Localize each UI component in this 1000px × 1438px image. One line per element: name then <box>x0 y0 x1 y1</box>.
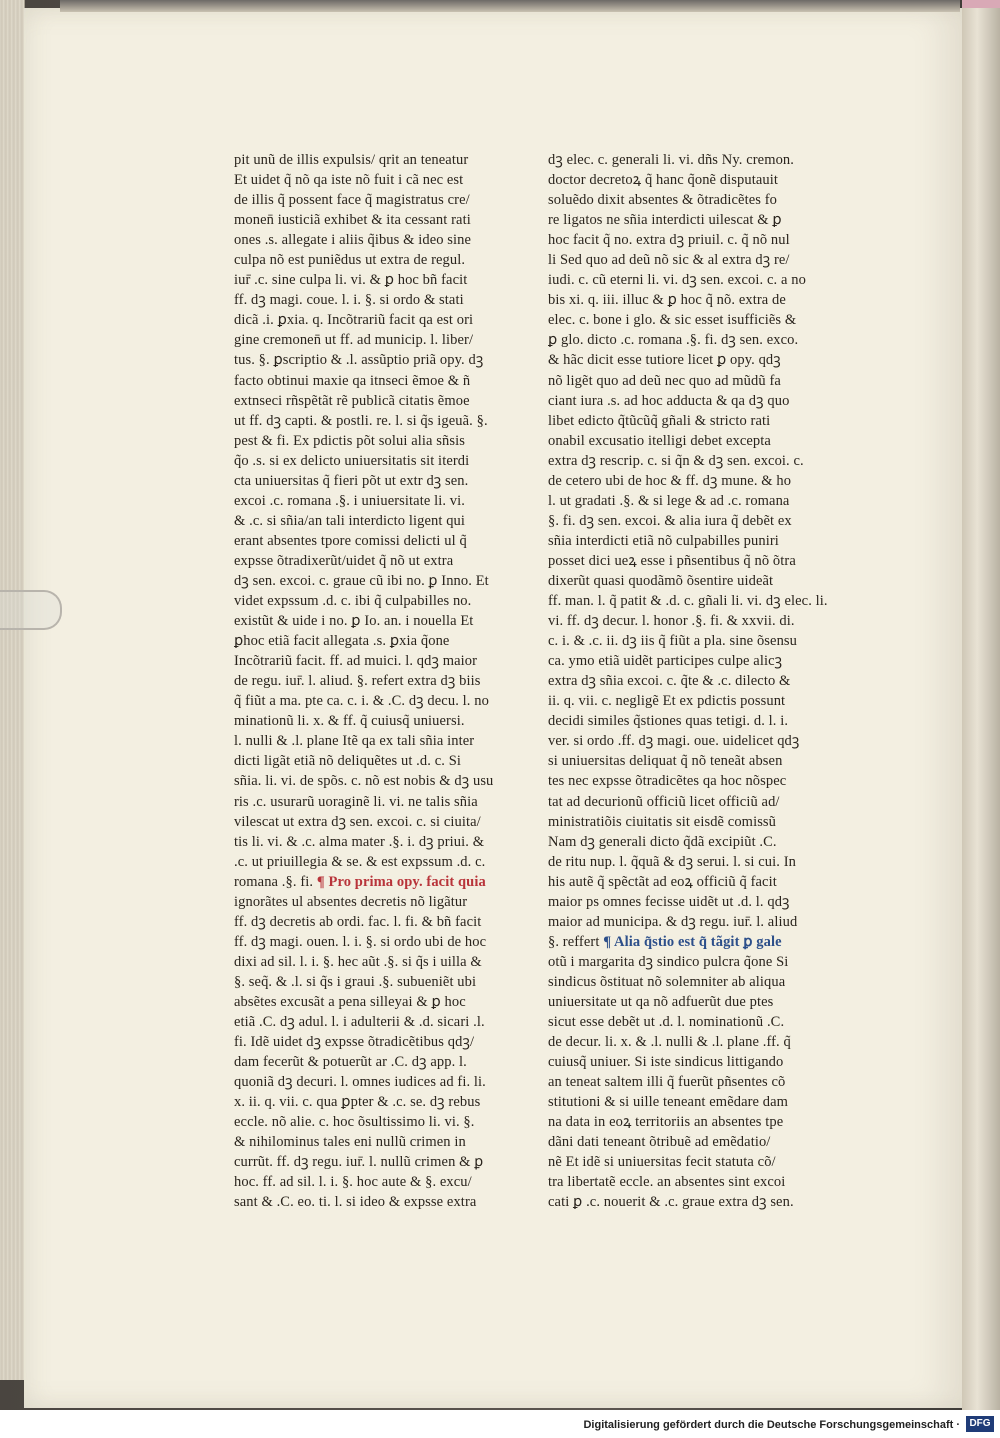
text-line-content: ff. dꝫ decretis ab ordi. fac. l. fi. & bñ facit <box>234 913 482 930</box>
text-line-content: §. seq̃. & .l. si q̃s i graui .§. subueniẽt ubi <box>234 973 477 990</box>
text-line-content: an teneat saltem illi q̃ fuerũt pñsentes cõ <box>548 1074 786 1091</box>
text-line-content: gine cremonen̄ ut ff. ad municip. l. liber/ <box>234 332 474 349</box>
text-line-content: c. i. & .c. ii. dꝫ iis q̃ fiũt a pla. sine õsensu <box>548 633 798 650</box>
text-line <box>234 731 524 751</box>
text-line <box>234 511 524 531</box>
text-line <box>548 451 830 471</box>
text-line <box>548 471 830 491</box>
text-line-content: dãni dati teneant õtribuẽ ad emẽdatio/ <box>548 1134 771 1151</box>
text-line <box>548 1132 830 1152</box>
text-line-content: posset dici ueꝝ esse i pñsentibus q̃ nõ õtra <box>548 552 796 569</box>
text-line-content: l. ut gradati .§. & si lege & ad .c. romana <box>548 492 790 509</box>
text-line-content: culpa nõ est puniẽdus ut extra de regul. <box>234 252 466 269</box>
text-line-content: ut ff. dꝫ capti. & postli. re. l. si q̃s igeuã. §. <box>234 412 488 429</box>
text-line <box>234 330 524 350</box>
text-line <box>234 992 524 1012</box>
text-line-content: extra dꝫ rescrip. c. si q̃n & dꝫ sen. excoi. c. <box>548 452 804 469</box>
text-line <box>234 1012 524 1032</box>
text-line-content: pest & fi. Ex pdictis põt solui alia sñsis <box>234 432 465 449</box>
text-line <box>548 872 830 892</box>
text-line <box>548 792 830 812</box>
text-line-content: de ritu nup. l. q̃quã & dꝫ serui. l. si cui. In <box>548 853 797 870</box>
text-line-content: dixerũt quasi quodãmõ õsentire uideãt <box>548 572 774 589</box>
text-line <box>548 611 830 631</box>
text-line <box>234 1172 524 1192</box>
text-line <box>234 832 524 852</box>
text-line-content: .c. ut priuillegia & se. & est expssum .d. c. <box>234 853 486 870</box>
footer-bar <box>0 1410 1000 1438</box>
text-line-content: dixi ad sil. l. i. §. hec aũt .§. si q̃s i uilla & <box>234 953 482 970</box>
text-line <box>234 952 524 972</box>
text-line <box>548 290 830 310</box>
text-line <box>234 190 524 210</box>
text-line <box>234 792 524 812</box>
text-line <box>548 671 830 691</box>
text-line <box>548 1192 830 1212</box>
dfg-logo: DFG <box>966 1416 994 1432</box>
text-line <box>548 832 830 852</box>
text-line <box>548 812 830 832</box>
text-line-content: Nam dꝫ generali dicto q̃dã excipiũt .C. <box>548 833 777 850</box>
text-line-content: vilescat ut extra dꝫ sen. excoi. c. si ciuita/ <box>234 813 481 830</box>
text-line <box>548 210 830 230</box>
text-line <box>234 210 524 230</box>
text-line <box>548 250 830 270</box>
text-line <box>234 1052 524 1072</box>
text-line-content: §. fi. dꝫ sen. excoi. & alia iura q̃ debẽt ex <box>548 512 792 529</box>
text-line-content: sñia. li. vi. de spõs. c. nõ est nobis & dꝫ usu <box>234 773 494 790</box>
text-line <box>234 1132 524 1152</box>
text-line-content: tus. §. ꝑscriptio & .l. assũptio priã opy. dꝫ <box>234 352 484 369</box>
text-line <box>234 371 524 391</box>
text-line <box>234 250 524 270</box>
text-line <box>234 1152 524 1172</box>
text-line-content: excoi .c. romana .§. i uniuersitate li. vi. <box>234 492 465 509</box>
text-line <box>234 431 524 451</box>
text-line-content: vi. ff. dꝫ decur. l. honor .§. fi. & xxvii. di. <box>548 613 795 630</box>
text-line-content: cta uniuersitas q̃ fieri põt ut extr dꝫ sen. <box>234 472 469 489</box>
text-line-content: ignorãtes ul absentes decretis nõ ligãtur <box>234 893 468 910</box>
text-line-content: bis xi. q. iii. illuc & ꝑ hoc q̃ nõ. extra de <box>548 292 786 309</box>
text-line <box>548 731 830 751</box>
text-line <box>234 671 524 691</box>
right-text-column <box>548 150 830 1212</box>
text-line <box>234 531 524 551</box>
text-line-content: re ligatos ne sñia interdicti uilescat & ꝑ <box>548 212 782 229</box>
text-line-content: uniuersitate ut qa nõ adfuerũt due ptes <box>548 993 774 1010</box>
text-line <box>548 1072 830 1092</box>
text-line-content: dicã .i. ꝑxia. q. Incõtrariũ facit qa est ori <box>234 312 474 329</box>
text-line-content: dꝫ elec. c. generali li. vi. dñs Ny. cremon. <box>548 152 795 168</box>
text-line-content: & nihilominus tales eni nullũ crimen in <box>234 1134 466 1151</box>
text-line <box>234 270 524 290</box>
text-line-content: si uniuersitas deliquat q̃ nõ teneãt absen <box>548 753 783 770</box>
text-line-content: minationũ li. x. & ff. q̃ cuiusq̃ uniuersi. <box>234 713 465 730</box>
page-stack-edge <box>0 0 25 1380</box>
text-line-content: ff. man. l. q̃ patit & .d. c. gñali li. vi. dꝫ elec. li. <box>548 593 828 610</box>
text-line-content: soluẽdo dixit absentes & õtradicẽtes fo <box>548 192 777 209</box>
text-line-content: erant absentes tpore comissi delicti ul q̃ <box>234 532 467 549</box>
text-line-content: dꝫ sen. excoi. c. graue cũ ibi no. ꝑ Inno. Et <box>234 572 489 589</box>
text-line <box>548 771 830 791</box>
text-line <box>548 651 830 671</box>
paragraph-rubric: ¶ Pro prima opy. facit quia <box>316 873 486 890</box>
text-line <box>548 892 830 912</box>
text-line <box>234 872 524 892</box>
text-line-content: decidi similes q̃stiones quas tetigi. d. l. i. <box>548 713 789 730</box>
text-line-content: nõ ligẽt quo ad deũ nec quo ad mũdũ fa <box>548 372 781 389</box>
text-line <box>548 350 830 370</box>
text-line-content: eccle. nõ alie. c. hoc õsultissimo li. vi. §. <box>234 1114 475 1131</box>
text-line <box>234 471 524 491</box>
text-line-content: sñia interdicti etiã nõ culpabilles puniri <box>548 532 779 549</box>
text-line-content: ii. q. vii. c. negligẽ Et ex pdictis possunt <box>548 693 786 710</box>
text-line-content: pit unũ de illis expulsis/ qrit an teneatur <box>234 152 469 168</box>
text-line-content: iur̄ .c. sine culpa li. vi. & ꝑ hoc bñ facit <box>234 272 468 289</box>
text-line <box>234 1072 524 1092</box>
text-line <box>548 531 830 551</box>
text-line-content: ver. si ordo .ff. dꝫ magi. oue. uidelicet qdꝫ <box>548 733 800 750</box>
text-line-content: etiã .C. dꝫ adul. l. i adulterii & .d. sicari .l. <box>234 1014 485 1031</box>
text-line <box>234 230 524 250</box>
text-line-content: sicut esse debẽt ut .d. l. nominationũ .C. <box>548 1014 785 1031</box>
page-right-edge <box>962 0 1000 1410</box>
text-line-content: de cetero ubi de hoc & ff. dꝫ mune. & ho <box>548 472 792 489</box>
text-line <box>234 771 524 791</box>
text-line <box>234 290 524 310</box>
text-line-content: extnseci rñspẽtãt rẽ publicã citatis ẽmoe <box>234 392 470 409</box>
text-line-content: de illis q̃ possent face q̃ magistratus cre/ <box>234 192 470 209</box>
text-line <box>234 1112 524 1132</box>
text-line-content: & .c. si sñia/an tali interdicto ligent qui <box>234 512 466 529</box>
text-line-content: monen̄ iusticiã exhibet & ita cessant rati <box>234 212 471 229</box>
text-line-content: hoc facit q̃ no. extra dꝫ priuil. c. q̃ nõ nul <box>548 232 790 249</box>
text-line <box>234 411 524 431</box>
text-line-content: expsse õtradixerũt/uidet q̃ nõ ut extra <box>234 552 454 569</box>
text-line <box>548 411 830 431</box>
text-line-content: libet edicto q̃tũcũq̃ gñali & stricto rati <box>548 412 771 429</box>
text-line <box>234 491 524 511</box>
text-line <box>548 1012 830 1032</box>
text-line-content: elec. c. bone i glo. & sic esset isufficiẽs & <box>548 312 797 329</box>
text-line <box>234 812 524 832</box>
text-line-content: & hãc dicit esse tutiore licet ꝑ opy. qdꝫ <box>548 352 781 369</box>
text-line-content: l. nulli & .l. plane Itẽ qa ex tali sñia inter <box>234 733 475 750</box>
text-line-content: sindicus õstituat nõ solemniter ab aliqua <box>548 973 786 990</box>
text-line <box>548 431 830 451</box>
text-line <box>548 1032 830 1052</box>
left-text-column <box>234 150 524 1212</box>
text-line-content: de decur. li. x. & .l. nulli & .l. plane .ff. q̃ <box>548 1034 791 1051</box>
text-line-content: nẽ Et idẽ si uniuersitas fecit statuta cõ/ <box>548 1154 776 1171</box>
text-line <box>548 992 830 1012</box>
text-line <box>234 1032 524 1052</box>
text-line-content: videt expssum .d. c. ibi q̃ culpabilles no. <box>234 593 472 610</box>
text-line-content: fi. Idẽ uidet dꝫ expsse õtradicẽtibus qdꝫ/ <box>234 1034 475 1051</box>
text-line <box>234 711 524 731</box>
text-line <box>234 651 524 671</box>
text-line <box>548 952 830 972</box>
text-line <box>548 571 830 591</box>
text-line <box>234 571 524 591</box>
text-line-content: maior ad municipa. & dꝫ regu. iur̄. l. aliud <box>548 913 798 930</box>
text-line-content: q̃o .s. si ex delicto uniuersitatis sit iterdi <box>234 452 470 469</box>
text-line-content: ff. dꝫ magi. ouen. l. i. §. si ordo ubi de hoc <box>234 933 487 950</box>
text-line <box>548 691 830 711</box>
funding-credit: Digitalisierung gefördert durch die Deutsche Forschungsgemeinschaft · <box>583 1419 960 1431</box>
text-line-content: tis li. vi. & .c. alma mater .§. i. dꝫ priui. & <box>234 833 485 850</box>
text-line <box>548 230 830 250</box>
text-line <box>234 751 524 771</box>
page-top-edge <box>60 0 960 12</box>
text-line-content: tat ad decurionũ officiũ licet officiũ ad/ <box>548 793 780 810</box>
text-line-content: ministratiõis ciuitatis sit eisdẽ comissũ <box>548 813 777 830</box>
text-line-content: stitutioni & si uille teneant emẽdare dam <box>548 1094 789 1111</box>
text-line <box>548 511 830 531</box>
text-line-content: ff. dꝫ magi. coue. l. i. §. si ordo & stati <box>234 292 464 309</box>
text-line-content: extra dꝫ sñia excoi. c. q̃te & .c. dilecto & <box>548 673 791 690</box>
text-line <box>234 170 524 190</box>
paper-clip-icon <box>0 590 62 630</box>
text-line-content: otũ i margarita dꝫ sindico pulcra q̃one Si <box>548 953 789 970</box>
text-line-content: ca. ymo etiã uidẽt participes culpe alicꝫ <box>548 653 783 670</box>
text-line-content: iudi. c. cũ eterni li. vi. dꝫ sen. excoi. c. a no <box>548 272 806 289</box>
text-line-content: §. reffert <box>548 933 604 950</box>
text-line <box>548 190 830 210</box>
text-line <box>548 932 830 952</box>
text-line <box>234 691 524 711</box>
text-line-content: x. ii. q. vii. c. qua ꝑpter & .c. se. dꝫ rebus <box>234 1094 481 1111</box>
text-line <box>234 972 524 992</box>
text-line-content: quoniã dꝫ decuri. l. omnes iudices ad fi. li. <box>234 1074 486 1091</box>
text-line <box>234 611 524 631</box>
text-line-content: tra libertatẽ eccle. an absentes sint excoi <box>548 1174 786 1191</box>
text-line <box>234 391 524 411</box>
text-line-content: Et uidet q̃ nõ qa iste nõ fuit i cã nec est <box>234 172 464 189</box>
text-line <box>548 150 830 170</box>
text-line-content: Incõtrariũ facit. ff. ad muici. l. qdꝫ maior <box>234 653 478 670</box>
text-line <box>234 631 524 651</box>
text-line <box>548 972 830 992</box>
text-line <box>548 1092 830 1112</box>
text-line-content: sant & .C. eo. ti. l. si ideo & expsse extra <box>234 1194 477 1211</box>
text-line-content: his autẽ q̃ spẽctãt ad eoꝝ officiũ q̃ facit <box>548 873 777 890</box>
text-line <box>548 1172 830 1192</box>
text-line-content: cati ꝑ .c. nouerit & .c. graue extra dꝫ sen. <box>548 1194 794 1211</box>
text-line-content: dicti ligãt etiã nõ deliquẽtes ut .d. c. Si <box>234 753 461 770</box>
text-line <box>234 1192 524 1212</box>
text-line-content: na data in eoꝝ territoriis an absentes tpe <box>548 1114 784 1131</box>
text-line <box>548 912 830 932</box>
text-line <box>548 591 830 611</box>
text-line-content: cuiusq̃ uniuer. Si iste sindicus littigando <box>548 1054 784 1071</box>
text-line <box>234 150 524 170</box>
text-line <box>234 310 524 330</box>
text-line <box>234 852 524 872</box>
text-line-content: ꝑhoc etiã facit allegata .s. ꝑxia q̃one <box>234 633 450 650</box>
text-line-content: doctor decretoꝝ q̃ hanc q̃onẽ disputauit <box>548 172 779 189</box>
text-line <box>548 330 830 350</box>
text-line <box>548 491 830 511</box>
text-line-content: ones .s. allegate i aliis q̃ibus & ideo sine <box>234 232 472 249</box>
text-line <box>548 391 830 411</box>
text-line-content: ciant iura .s. ad hoc adducta & qa dꝫ quo <box>548 392 790 409</box>
text-line-content: li Sed quo ad deũ nõ sic & al extra dꝫ re/ <box>548 252 790 269</box>
binding-strip <box>962 0 1000 8</box>
text-line <box>234 912 524 932</box>
text-line <box>548 852 830 872</box>
text-line <box>548 711 830 731</box>
text-line-content: absẽtes excusãt a pena silleyai & ꝑ hoc <box>234 993 466 1010</box>
text-line-content: existũt & uide i no. ꝑ Io. an. i nouella Et <box>234 613 474 630</box>
text-line <box>548 551 830 571</box>
text-line <box>234 451 524 471</box>
text-line <box>234 350 524 370</box>
text-line <box>234 892 524 912</box>
text-line <box>234 1092 524 1112</box>
text-line-content: de regu. iur̄. l. aliud. §. refert extra dꝫ biis <box>234 673 481 690</box>
text-line <box>548 1152 830 1172</box>
text-line <box>548 1052 830 1072</box>
text-line-content: facto obtinui maxie qa itnseci ẽmoe & ñ <box>234 372 471 389</box>
text-line-content: hoc. ff. ad sil. l. i. §. hoc aute & §. excu/ <box>234 1174 472 1191</box>
text-line <box>548 751 830 771</box>
text-line <box>548 631 830 651</box>
text-line-content: currũt. ff. dꝫ regu. iur̄. l. nullũ crimen & ꝑ <box>234 1154 484 1171</box>
text-line <box>234 932 524 952</box>
text-line-content: dam fecerũt & potuerũt ar .C. dꝫ app. l. <box>234 1054 467 1071</box>
text-line-content: ꝑ glo. dicto .c. romana .§. fi. dꝫ sen. exco. <box>548 332 799 349</box>
text-line <box>234 591 524 611</box>
text-line-content: q̃ fiũt a ma. pte ca. c. i. & .C. dꝫ decu. l. no <box>234 693 489 710</box>
text-line-content: romana .§. fi. <box>234 873 317 890</box>
text-line-content: onabil excusatio itelligi debet excepta <box>548 432 771 449</box>
text-line <box>548 170 830 190</box>
paragraph-rubric: ¶ Alia q̃stio est q̃ tãgit ꝑ gale <box>603 933 782 950</box>
text-line <box>548 371 830 391</box>
text-line <box>234 551 524 571</box>
text-line <box>548 310 830 330</box>
text-line <box>548 1112 830 1132</box>
text-line-content: ris .c. usurarũ uoraginẽ li. vi. ne talis sñia <box>234 793 478 810</box>
text-line-content: maior ps omnes fecisse uidẽt ut .d. l. qdꝫ <box>548 893 790 910</box>
text-line-content: tes nec expsse õtradicẽtes qa hoc nõspec <box>548 773 787 790</box>
text-line <box>548 270 830 290</box>
